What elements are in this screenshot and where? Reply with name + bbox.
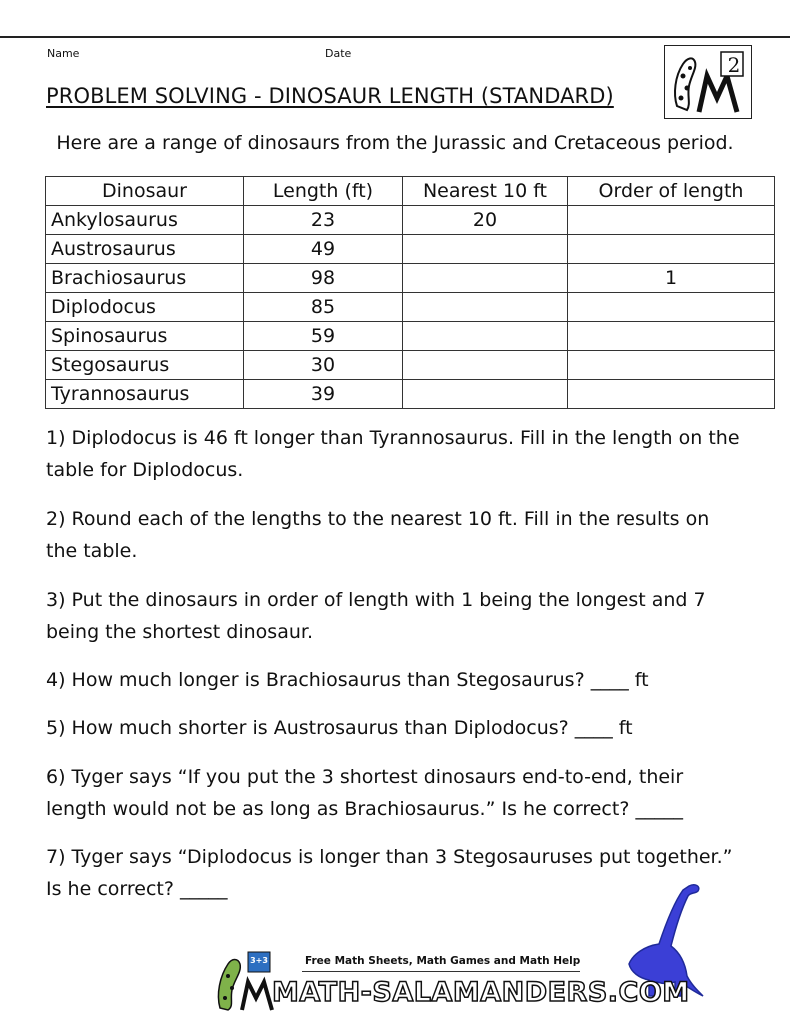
question-3: 3) Put the dinosaurs in order of length with 1 being the longest and 7 being the shortest dinosaur. xyxy=(46,589,706,643)
dinosaur-length: 39 xyxy=(244,380,403,409)
header-length: Length (ft) xyxy=(244,177,403,206)
question-6: 6) Tyger says “If you put the 3 shortest dinosaurs end-to-end, their length would not be as long as Brachiosaurus.” Is he correct? _____ xyxy=(46,766,684,820)
dinosaur-name: Ankylosaurus xyxy=(46,206,244,235)
dinosaur-name: Spinosaurus xyxy=(46,322,244,351)
table-row xyxy=(46,351,775,380)
order-cell[interactable] xyxy=(568,235,775,264)
dinosaur-length: 98 xyxy=(244,264,403,293)
dinosaur-name: Austrosaurus xyxy=(46,235,244,264)
order-cell[interactable] xyxy=(568,206,775,235)
nearest-ten-cell[interactable] xyxy=(403,351,568,380)
logo-badge-text: 3+3 xyxy=(250,956,268,965)
table-row xyxy=(46,235,775,264)
name-label: Name xyxy=(47,47,80,60)
dinosaur-name: Brachiosaurus xyxy=(46,264,244,293)
question-5: 5) How much shorter is Austrosaurus than Diplodocus? ____ ft xyxy=(46,717,633,739)
nearest-ten-cell[interactable] xyxy=(403,293,568,322)
table-row xyxy=(46,380,775,409)
order-cell[interactable]: 1 xyxy=(568,264,775,293)
dinosaur-length: 85 xyxy=(244,293,403,322)
nearest-ten-cell[interactable] xyxy=(403,264,568,293)
order-cell[interactable] xyxy=(568,351,775,380)
dinosaur-name: Diplodocus xyxy=(46,293,244,322)
nearest-ten-cell[interactable] xyxy=(403,235,568,264)
table-row xyxy=(46,322,775,351)
top-rule xyxy=(0,36,790,38)
nearest-ten-cell[interactable] xyxy=(403,380,568,409)
question-2: 2) Round each of the lengths to the nearest 10 ft. Fill in the results on the table. xyxy=(46,508,710,562)
order-cell[interactable] xyxy=(568,322,775,351)
table-row xyxy=(46,293,775,322)
question-4: 4) How much longer is Brachiosaurus than Stegosaurus? ____ ft xyxy=(46,669,649,691)
date-label: Date xyxy=(325,47,352,60)
table-header-row xyxy=(46,177,775,206)
dinosaur-table xyxy=(45,176,775,409)
question-7: 7) Tyger says “Diplodocus is longer than 3 Stegosauruses put together.” Is he correct? _____ xyxy=(46,846,733,900)
dinosaur-name: Tyrannosaurus xyxy=(46,380,244,409)
dinosaur-length: 59 xyxy=(244,322,403,351)
dinosaur-length: 49 xyxy=(244,235,403,264)
worksheet-title: PROBLEM SOLVING - DINOSAUR LENGTH (STANDARD) xyxy=(46,84,614,108)
intro-text: Here are a range of dinosaurs from the Jurassic and Cretaceous period. xyxy=(56,132,734,154)
order-cell[interactable] xyxy=(568,293,775,322)
nearest-ten-cell[interactable] xyxy=(403,322,568,351)
dinosaur-length: 30 xyxy=(244,351,403,380)
header-order: Order of length xyxy=(568,177,775,206)
footer-rule xyxy=(302,971,580,972)
nearest-ten-cell[interactable]: 20 xyxy=(403,206,568,235)
footer-brand[interactable]: MATH-SALAMANDERS.COM xyxy=(272,977,690,1008)
level-logo xyxy=(664,45,752,119)
dinosaur-length: 23 xyxy=(244,206,403,235)
header-dinosaur: Dinosaur xyxy=(46,177,244,206)
question-1: 1) Diplodocus is 46 ft longer than Tyrannosaurus. Fill in the length on the table for Diplodocus. xyxy=(46,427,740,481)
table-row xyxy=(46,206,775,235)
header-nearest: Nearest 10 ft xyxy=(403,177,568,206)
order-cell[interactable] xyxy=(568,380,775,409)
table-row xyxy=(46,264,775,293)
dinosaur-name: Stegosaurus xyxy=(46,351,244,380)
level-badge: 2 xyxy=(727,53,741,77)
footer-tagline: Free Math Sheets, Math Games and Math Help xyxy=(305,955,581,967)
